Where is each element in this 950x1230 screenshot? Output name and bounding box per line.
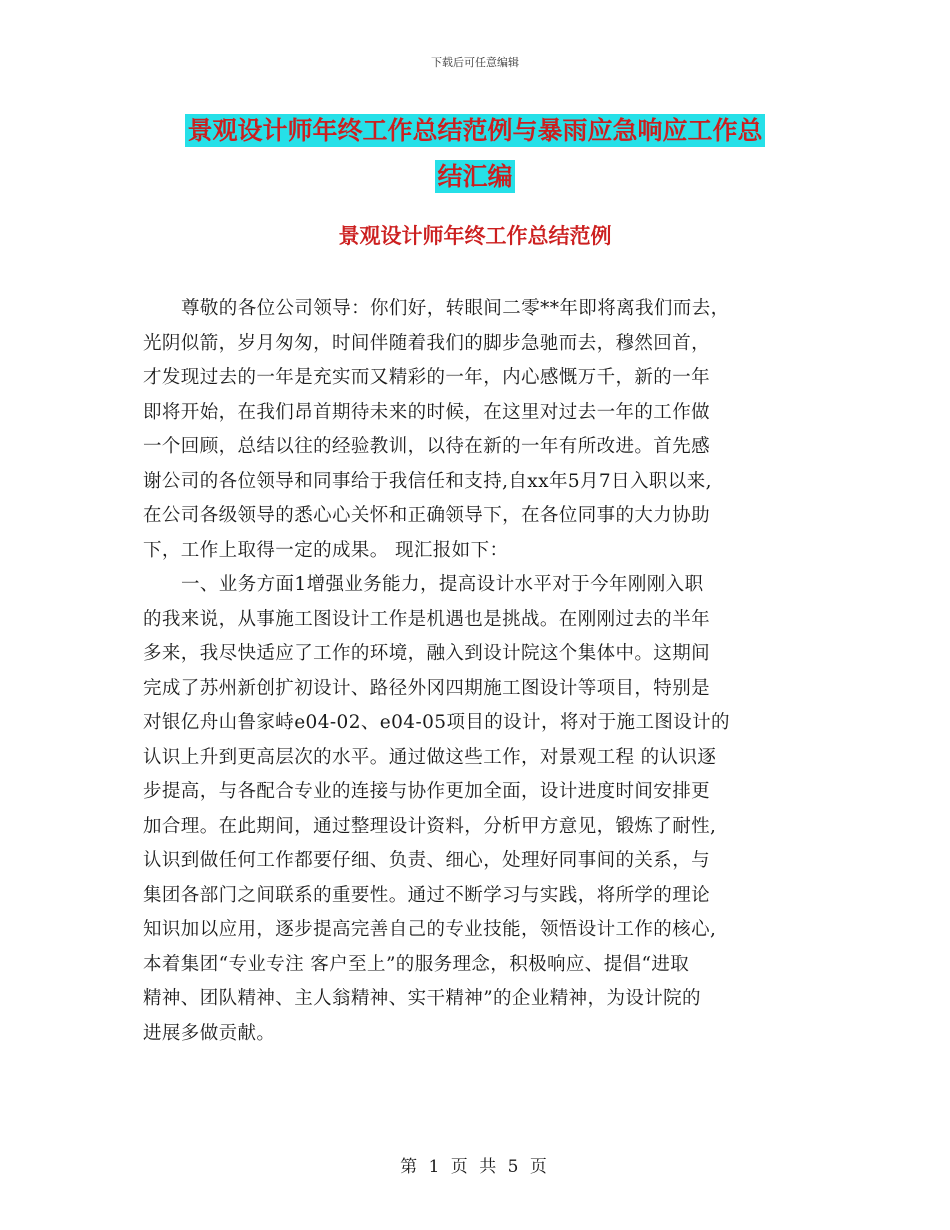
paragraph-2-line: 精神、团队精神、主人翁精神、实干精神”的企业精神，为设计院的 [143,988,701,1009]
paragraph-1-line: 即将开始，在我们昂首期待未来的时候，在这里对过去一年的工作做 [143,401,711,423]
paragraph-2-line: 进展多做贡献。 [143,1022,276,1044]
document-title-line-2 [150,154,800,200]
paragraph-1-line: 一个回顾，总结以往的经验教训，以待在新的一年有所改进。首先感 [143,436,711,457]
body-text [143,292,808,1051]
paragraph-2-line: 本着集团“专业专注 客户至上”的服务理念，积极响应、提倡“进取 [143,953,690,975]
paragraph-1-line: 下，工作上取得一定的成果。 现汇报如下： [143,539,509,561]
paragraph-2-line: 多来，我尽快适应了工作的环境，融入到设计院这个集体中。这期间 [143,643,711,664]
paragraph-2-line: 知识加以应用，逐步提高完善自己的专业技能，领悟设计工作的核心, [143,919,717,940]
paragraph-1-line: 光阴似箭，岁月匆匆，时间伴随着我们的脚步急驰而去，穆然回首， [143,332,711,354]
title-highlight-1: 景观设计师年终工作总结范例与暴雨应急响应工作总 [187,116,763,145]
title-highlight-2: 结汇编 [437,162,513,191]
paragraph-2-line: 认识到做任何工作都要仔细、负责、细心，处理好同事间的关系，与 [143,850,711,871]
paragraph-2-line: 步提高，与各配合专业的连接与协作更加全面，设计进度时间安排更 [143,781,711,802]
paragraph-1-line: 才发现过去的一年是充实而又精彩的一年，内心感慨万千，新的一年 [143,367,711,388]
paragraph-2-line: 完成了苏州新创扩初设计、路径外冈四期施工图设计等项目，特别是 [143,677,711,699]
paragraph-2-line: 加合理。在此期间，通过整理设计资料，分析甲方意见，锻炼了耐性, [143,815,717,837]
paragraph-1-line: 谢公司的各位领导和同事给于我信任和支持,自xx年5月7日入职以来, [143,470,712,492]
page-footer: 第 1 页 共 5 页 [400,1157,550,1177]
document-title-line-1 [150,108,800,154]
paragraph-2-line: 一、业务方面1增强业务能力，提高设计水平对于今年刚刚入职 [181,574,704,595]
document-title [150,108,800,200]
paragraph-1-line: 在公司各级领导的悉心心关怀和正确领导下，在各位同事的大力协助 [143,505,711,526]
paragraph-2-line: 认识上升到更高层次的水平。通过做这些工作，对景观工程 的认识逐 [143,746,717,768]
section-title: 景观设计师年终工作总结范例 [338,224,612,248]
header-note: 下载后可任意编辑 [431,56,519,69]
paragraph-1-line: 尊敬的各位公司领导：你们好，转眼间二零**年即将离我们而去， [181,298,730,319]
paragraph-2-line: 对银亿舟山鲁家峙e04-02、e04-05项目的设计，将对于施工图设计的 [143,712,730,733]
paragraph-2-line: 集团各部门之间联系的重要性。通过不断学习与实践，将所学的理论 [143,884,711,906]
paragraph-2-line: 的我来说，从事施工图设计工作是机遇也是挑战。在刚刚过去的半年 [143,608,711,630]
